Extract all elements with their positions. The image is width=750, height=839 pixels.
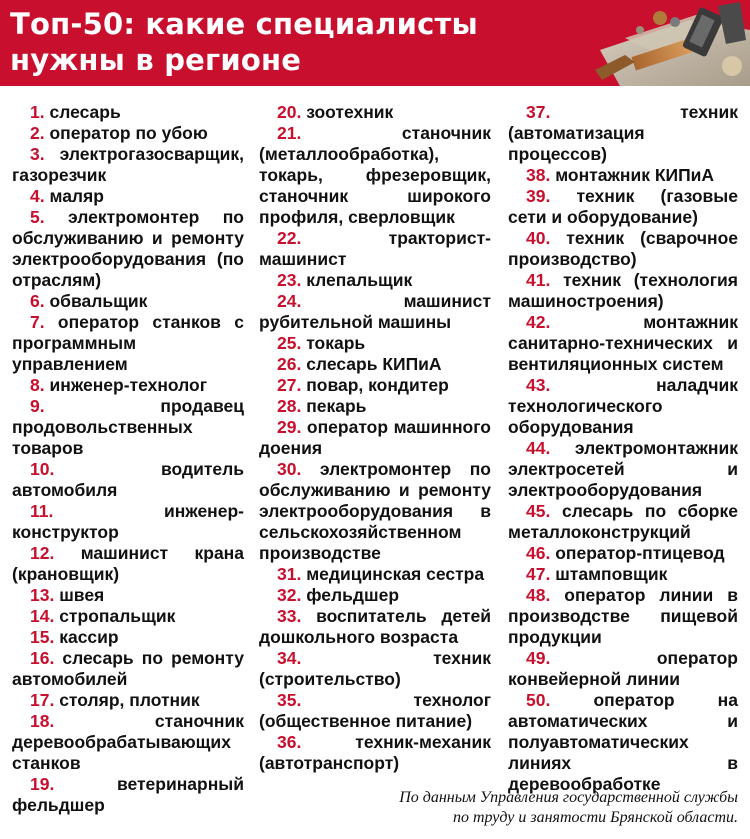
list-item: 20. зоотехник [277, 102, 394, 122]
list-item: 13. швея [30, 585, 105, 605]
title-line-1: Топ-50: какие специалисты [10, 7, 478, 41]
list-item: 31. медицинская сестра [277, 564, 485, 584]
header-banner [0, 0, 750, 86]
list-item: 18. станочник деревообрабатывающих станков [12, 711, 244, 773]
source-line-1: По данным Управления государственной службы [399, 789, 738, 806]
list-item: 32. фельдшер [277, 585, 400, 605]
list-item: 2. оператор по убою [30, 123, 208, 143]
list-item: 40. техник (сварочное производство) [508, 228, 738, 269]
list-item: 45. слесарь по сборке металлоконструкций [508, 501, 738, 542]
list-item: 5. электромонтер по обслуживанию и ремонту электрооборудования (по отраслям) [12, 207, 244, 290]
list-item: 10. водитель автомобиля [12, 459, 244, 500]
list-item: 21. станочник (металлообработка), токарь, фрезеровщик, станочник широкого профиля, сверловщик [259, 123, 491, 227]
list-item: 8. инженер-технолог [30, 375, 208, 395]
list-item: 50. оператор на автоматических и полуавтоматических линиях в деревообработке [508, 690, 738, 794]
list-item: 22. тракторист-машинист [259, 228, 491, 269]
list-item: 39. техник (газовые сети и оборудование) [508, 186, 738, 227]
list-item: 48. оператор линии в производстве пищевой продукции [508, 585, 738, 647]
page-title [10, 6, 478, 78]
list-item: 47. штамповщик [526, 564, 668, 584]
list-item: 24. машинист рубительной машины [259, 291, 491, 332]
list-item: 30. электромонтер по обслуживанию и ремонту электрооборудования в сельскохозяйственном производстве [259, 459, 491, 563]
list-item: 4. маляр [30, 186, 104, 206]
tools-photo-icon [540, 0, 750, 86]
list-item: 1. слесарь [30, 102, 121, 122]
list-item: 34. техник (строительство) [259, 648, 491, 689]
list-item: 27. повар, кондитер [277, 375, 449, 395]
list-item: 33. воспитатель детей дошкольного возраста [259, 606, 491, 647]
list-item: 29. оператор машинного доения [259, 417, 491, 458]
list-item: 6. обвальщик [30, 291, 148, 311]
list-item: 26. слесарь КИПиА [277, 354, 442, 374]
list-item: 36. техник-механик (автотранспорт) [259, 732, 491, 773]
column-1 [12, 102, 244, 816]
list-item: 9. продавец продовольственных товаров [12, 396, 244, 458]
list-item: 41. техник (технология машиностроения) [508, 270, 738, 311]
list-item: 43. наладчик технологического оборудования [508, 375, 738, 437]
list-item: 46. оператор-птицевод [526, 543, 725, 563]
list-item: 17. столяр, плотник [30, 690, 200, 710]
list-item: 19. ветеринарный фельдшер [12, 774, 244, 815]
list-item: 25. токарь [277, 333, 366, 353]
list-item: 37. техник (автоматизация процессов) [508, 102, 738, 164]
list-item: 15. кассир [30, 627, 119, 647]
list-item: 7. оператор станков с программным управлением [12, 312, 244, 374]
source-note [0, 788, 738, 828]
list-item: 35. технолог (общественное питание) [259, 690, 491, 731]
list-item: 49. оператор конвейерной линии [508, 648, 738, 689]
column-3 [508, 102, 738, 795]
source-line-2: по труду и занятости Брянской области. [452, 809, 738, 826]
list-item: 11. инженер-конструктор [12, 501, 244, 542]
list-item: 16. слесарь по ремонту автомобилей [12, 648, 244, 689]
list-item: 44. электромонтажник электросетей и электрооборудования [508, 438, 738, 500]
list-item: 12. машинист крана (крановщик) [12, 543, 244, 584]
column-2 [259, 102, 491, 774]
list-item: 42. монтажник санитарно-технических и вентиляционных систем [508, 312, 738, 374]
list-item: 38. монтажник КИПиА [526, 165, 715, 185]
list-item: 23. клепальщик [277, 270, 413, 290]
list-item: 28. пекарь [277, 396, 367, 416]
list-item: 3. электрогазосварщик, газорезчик [12, 144, 244, 185]
title-line-2: нужны в регионе [10, 43, 302, 77]
list-item: 14. стропальщик [30, 606, 176, 626]
